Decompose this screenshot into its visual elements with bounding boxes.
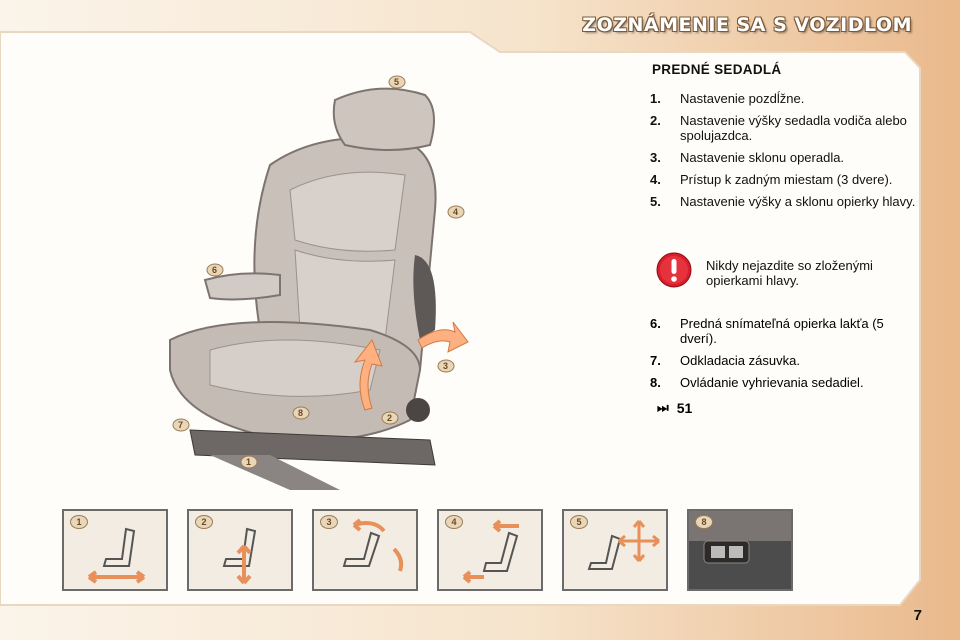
thumbnail-access	[437, 509, 543, 591]
section-title: PREDNÉ SEDADLÁ	[652, 62, 782, 77]
list-item: 8. Ovládanie vyhrievania sedadiel.	[650, 375, 864, 390]
seat-label: 7	[178, 420, 184, 430]
thumb-badge: 5	[570, 515, 588, 529]
seat-label: 2	[387, 413, 393, 423]
seat-illustration	[150, 70, 480, 500]
thumb-badge: 2	[195, 515, 213, 529]
warning-icon	[656, 252, 692, 288]
list-item: 3. Nastavenie sklonu operadla.	[650, 150, 845, 165]
seat-label: 5	[394, 77, 400, 87]
seat-label: 3	[443, 361, 449, 371]
thumb-badge: 8	[695, 515, 713, 529]
thumb-badge: 3	[320, 515, 338, 529]
warning-note	[656, 252, 916, 288]
list-item: 7. Odkladacia zásuvka.	[650, 353, 800, 368]
secondary-list	[650, 316, 920, 397]
thumbnail-recline	[312, 509, 418, 591]
page-number: 7	[913, 607, 922, 624]
thumbnail-heating	[687, 509, 793, 591]
warning-text: Nikdy nejazdite so zloženými opierkami hlavy.	[706, 258, 873, 288]
reference-page: 51	[676, 400, 693, 416]
page-reference[interactable]	[657, 400, 692, 416]
front-seats-section	[650, 62, 920, 216]
list-item: 2. Nastavenie výšky sedadla vodiča alebo spolujazdca.	[650, 113, 907, 143]
list-item: 6. Predná snímateľná opierka lakťa (5 dverí).	[650, 316, 884, 346]
seat-label: 1	[246, 457, 252, 467]
thumbnail-longitudinal	[62, 509, 168, 591]
seat-label: 6	[212, 265, 218, 275]
seat-label: 4	[453, 207, 459, 217]
seat-label: 8	[298, 408, 304, 418]
thumbnail-headrest	[562, 509, 668, 591]
thumb-badge: 1	[70, 515, 88, 529]
thumbnail-height	[187, 509, 293, 591]
thumb-badge: 4	[445, 515, 463, 529]
list-item: 1. Nastavenie pozdĺžne.	[650, 91, 805, 106]
thumbnail-strip	[62, 509, 812, 591]
list-item: 5. Nastavenie výšky a sklonu opierky hlavy.	[650, 194, 916, 209]
fast-forward-icon: ⏭	[657, 400, 669, 415]
page-title: ZOZNÁMENIE SA S VOZIDLOM	[582, 14, 912, 36]
list-item: 4. Prístup k zadným miestam (3 dvere).	[650, 172, 893, 187]
